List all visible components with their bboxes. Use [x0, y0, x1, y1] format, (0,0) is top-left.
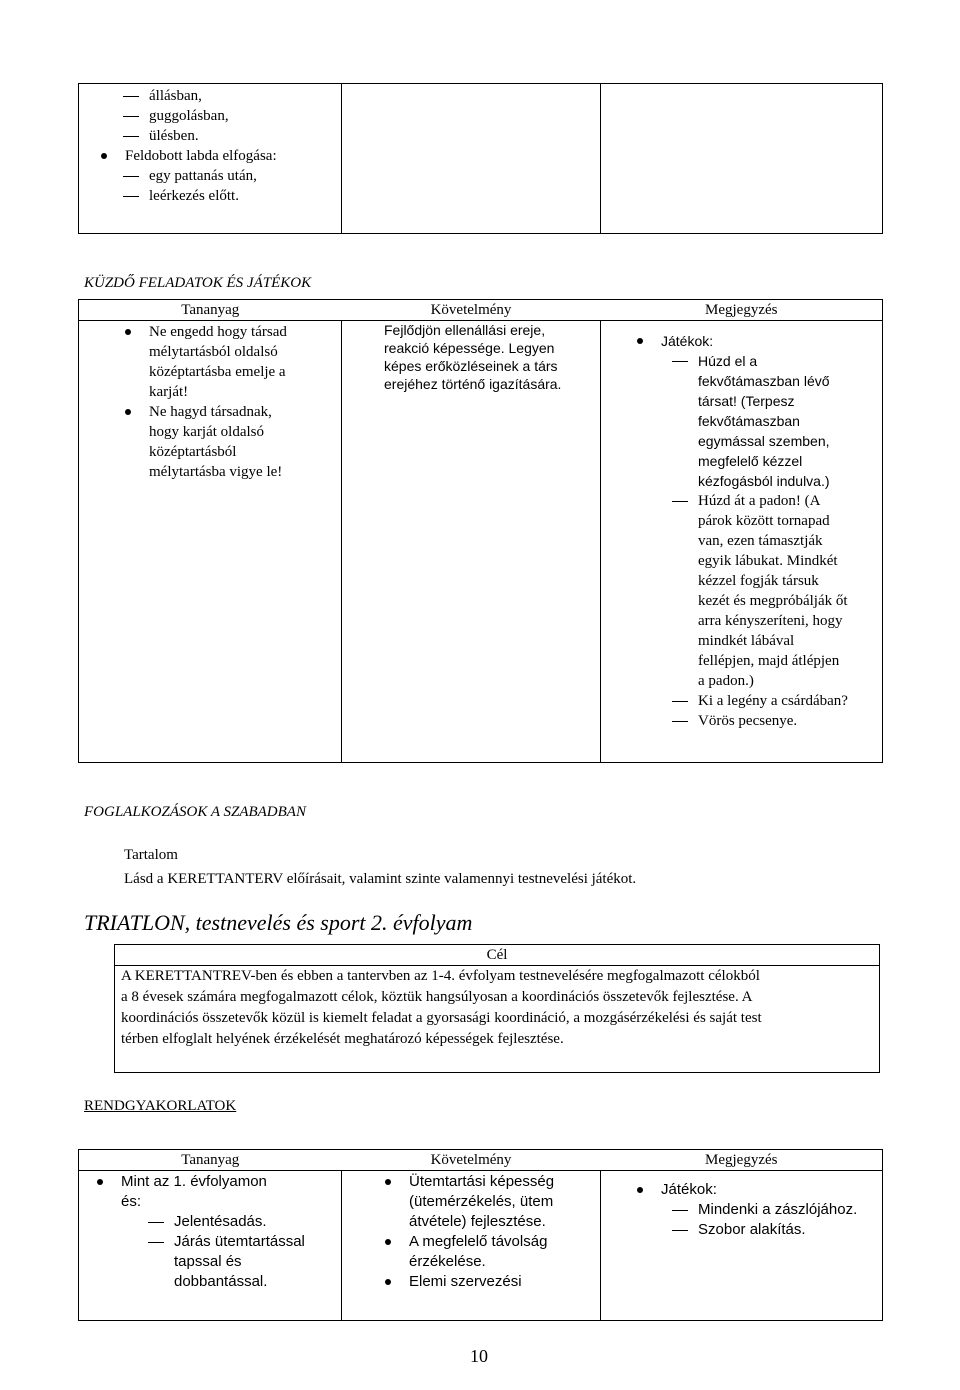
list-item: Szobor alakítás.: [698, 1220, 882, 1240]
section-heading-rendgyakorlatok: RENDGYAKORLATOK: [84, 1098, 237, 1114]
top-table-col3: [601, 84, 883, 234]
list-item: egy pattanás után,: [149, 166, 341, 186]
list-item: guggolásban,: [149, 106, 341, 126]
list-item: Járás ütemtartással tapssal és dobbantással.: [174, 1232, 341, 1292]
rend-col-tananyag: [79, 1171, 342, 1321]
list-item: Húzd át a padon! (A párok között tornapad van, ezen támasztják egyik lábukat. Mindkét kézzel fogják társuk kezét és megpróbálják őt arra kényszeríteni, hogy mindkét lábával fellépjen, majd átlépjen a padon.): [698, 491, 882, 691]
list-item: Mindenki a zászlójához.: [698, 1200, 882, 1220]
kuzdo-table: [78, 299, 883, 763]
list-item: Feldobott labda elfogása:: [125, 146, 341, 166]
kuzdo-col-megjegyzes: [601, 321, 883, 763]
tartalom-text: Lásd a KERETTANTERV előírásait, valamint szinte valamennyi testnevelési játékot.: [124, 871, 637, 887]
column-header: Tananyag: [79, 1150, 342, 1171]
kuzdo-col-tananyag: [79, 321, 342, 763]
list-item: Játékok:: [661, 1180, 882, 1200]
list-item: A megfelelő távolság érzékelése.: [409, 1232, 600, 1272]
cel-header: Cél: [115, 945, 880, 966]
page-number: 10: [470, 1346, 488, 1366]
list-item: Ki a legény a csárdában?: [698, 691, 882, 711]
cel-text: A KERETTANTREV-ben és ebben a tantervben az 1-4. évfolyam testnevelésére megfogalmazott célokból a 8 évesek számára megfogalmazott célok, köztük hangsúlyosan a koordinációs összetevők fejlesztése. A koordinációs összetevők közül is kiemelt feladat a gyorsasági koordináció, a mozgásérzékelési és saját test térben elfoglalt helyének érzékelését meghatározó képességek fejlesztése.: [115, 966, 880, 1073]
column-header: Követelmény: [342, 300, 601, 321]
section-heading-kuzdo: KÜZDŐ FELADATOK ÉS JÁTÉKOK: [84, 275, 312, 291]
list-item: Ne hagyd társadnak, hogy karját oldalsó középtartásból mélytartásba vigye le!: [149, 402, 341, 482]
tartalom-label: Tartalom: [124, 847, 178, 863]
list-item: Ütemtartási képesség (ütemérzékelés, ütem átvétele) fejlesztése.: [409, 1172, 600, 1232]
list-item: Elemi szervezési: [409, 1272, 600, 1292]
column-header: Követelmény: [342, 1150, 601, 1171]
list-item: ülésben.: [149, 126, 341, 146]
page-title: TRIATLON, testnevelés és sport 2. évfolyam: [84, 910, 473, 935]
section-heading-foglalkozasok: FOGLALKOZÁSOK A SZABADBAN: [84, 804, 306, 820]
list-item: Húzd el a fekvőtámaszban lévő társat! (Terpesz fekvőtámaszban egymással szemben, megfelelő kézzel kézfogásból indulva.): [698, 351, 882, 491]
list-item: Vörös pecsenye.: [698, 711, 882, 731]
rend-col-kovetelmeny: [342, 1171, 601, 1321]
list-item: Ne engedd hogy társad mélytartásból oldalsó középtartásba emelje a karját!: [149, 322, 341, 402]
top-table: [78, 83, 883, 234]
list-item: leérkezés előtt.: [149, 186, 341, 206]
top-table-col2: [342, 84, 601, 234]
list-item: Játékok:: [661, 331, 882, 351]
column-header: Megjegyzés: [601, 300, 883, 321]
requirement-text: Fejlődjön ellenállási ereje, reakció képessége. Legyen képes erőközléseinek a társ erejéhez történő igazítására.: [384, 322, 562, 392]
rend-table: [78, 1149, 883, 1321]
list-item: Mint az 1. évfolyamon és:: [121, 1172, 341, 1212]
list-item: Jelentésadás.: [174, 1212, 341, 1232]
cel-table: [114, 944, 880, 1073]
column-header: Tananyag: [79, 300, 342, 321]
top-table-col1: [79, 84, 342, 234]
rend-col-megjegyzes: [601, 1171, 883, 1321]
column-header: Megjegyzés: [601, 1150, 883, 1171]
list-item: állásban,: [149, 86, 341, 106]
kuzdo-col-kovetelmeny: [342, 321, 601, 763]
